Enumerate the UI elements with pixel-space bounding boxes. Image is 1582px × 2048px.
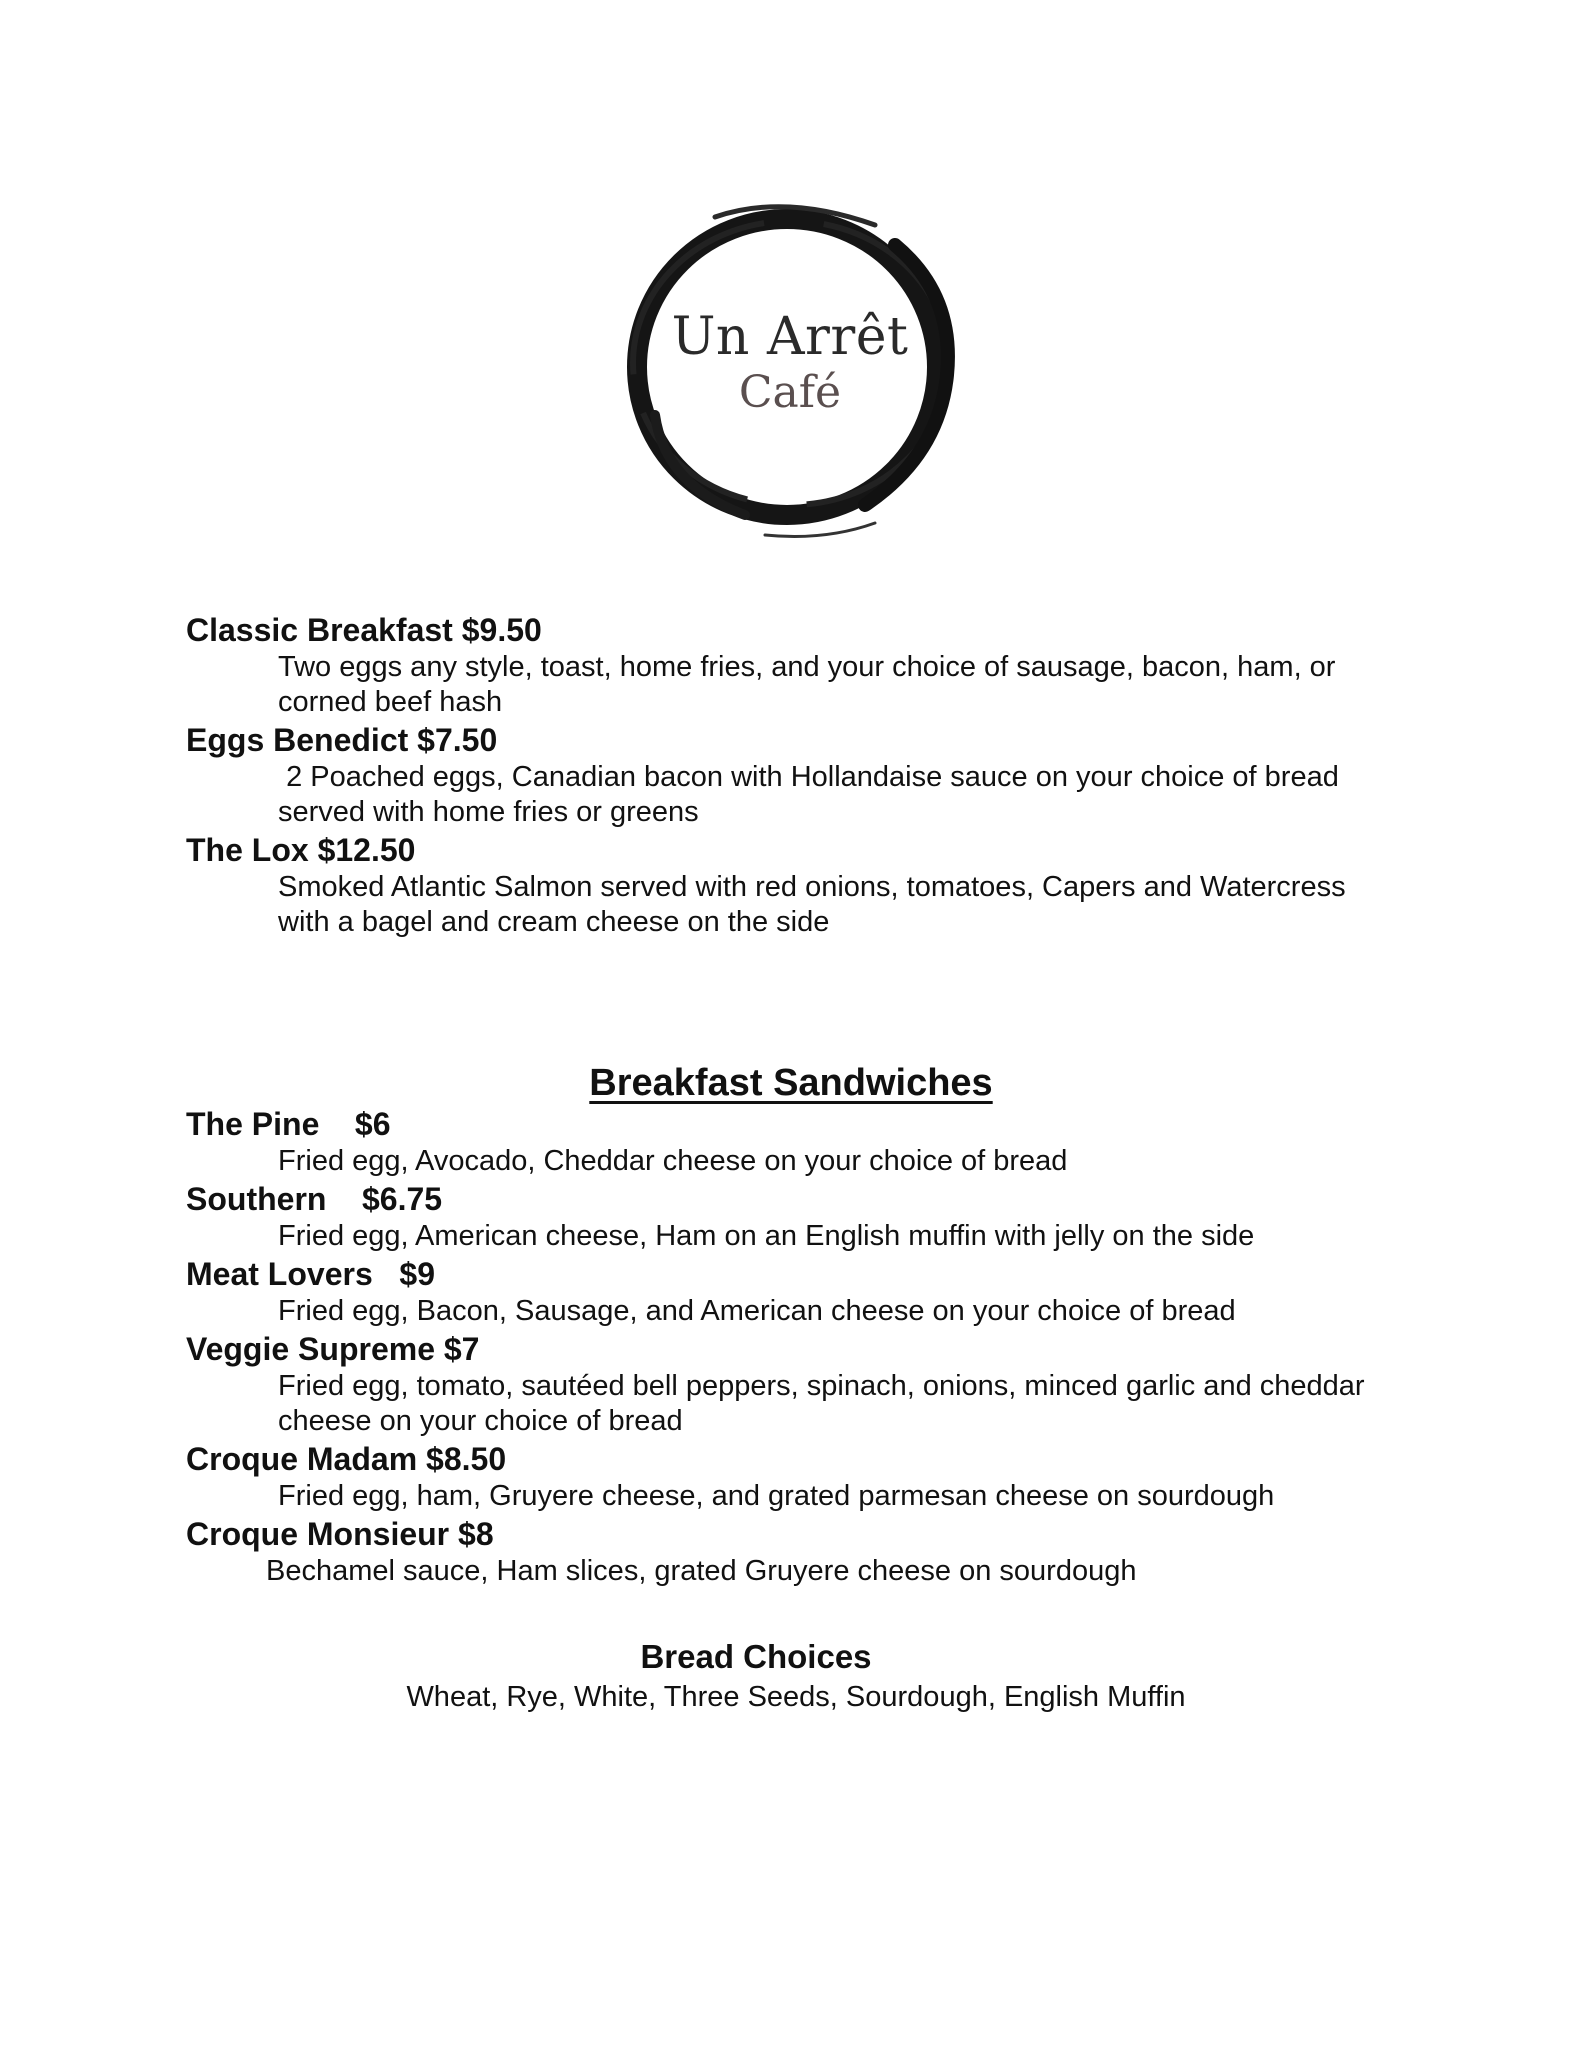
item-title: Meat Lovers $9 (186, 1256, 435, 1292)
item-title: The Pine $6 (186, 1106, 391, 1142)
menu-item (186, 1441, 1406, 1514)
item-description: Smoked Atlantic Salmon served with red onions, tomatoes, Capers and Watercress with a bagel and cream cheese on the side (278, 871, 1346, 938)
bread-choices-title: Bread Choices (640, 1638, 872, 1675)
item-title: Southern $6.75 (186, 1181, 443, 1217)
menu-item (186, 1331, 1406, 1439)
section-heading: Breakfast Sandwiches (589, 1062, 993, 1104)
item-title: Classic Breakfast $9.50 (186, 612, 542, 648)
item-description: Two eggs any style, toast, home fries, and your choice of sausage, bacon, ham, or corned beef hash (278, 651, 1336, 718)
item-description: Fried egg, tomato, sautéed bell peppers, spinach, onions, minced garlic and cheddar cheese on your choice of bread (278, 1370, 1365, 1437)
menu-item (186, 722, 1406, 830)
item-description: Fried egg, American cheese, Ham on an English muffin with jelly on the side (278, 1220, 1255, 1252)
item-description: Fried egg, ham, Gruyere cheese, and grated parmesan cheese on sourdough (278, 1480, 1275, 1512)
sandwich-menu (186, 1106, 1406, 1591)
item-title: The Lox $12.50 (186, 832, 416, 868)
menu-item (186, 1516, 1406, 1589)
menu-item (186, 832, 1406, 940)
menu-item (186, 1256, 1406, 1329)
logo-title: Un Arrêt (671, 307, 909, 367)
item-description: Fried egg, Avocado, Cheddar cheese on your choice of bread (278, 1145, 1068, 1177)
item-title: Eggs Benedict $7.50 (186, 722, 498, 758)
item-title: Veggie Supreme $7 (186, 1331, 480, 1367)
item-title: Croque Madam $8.50 (186, 1441, 507, 1477)
item-description: Bechamel sauce, Ham slices, grated Gruyere cheese on sourdough (266, 1555, 1137, 1587)
logo-subtitle: Café (738, 367, 842, 418)
item-title: Croque Monsieur $8 (186, 1516, 494, 1552)
breakfast-menu (186, 612, 1406, 942)
menu-item (186, 1181, 1406, 1254)
cafe-logo (595, 185, 985, 545)
menu-item (186, 1106, 1406, 1179)
menu-item (186, 612, 1406, 720)
item-description: Fried egg, Bacon, Sausage, and American cheese on your choice of bread (278, 1295, 1236, 1327)
bread-choices-list: Wheat, Rye, White, Three Seeds, Sourdough, English Muffin (406, 1681, 1186, 1713)
item-description: 2 Poached eggs, Canadian bacon with Hollandaise sauce on your choice of bread served with home fries or greens (278, 761, 1347, 828)
